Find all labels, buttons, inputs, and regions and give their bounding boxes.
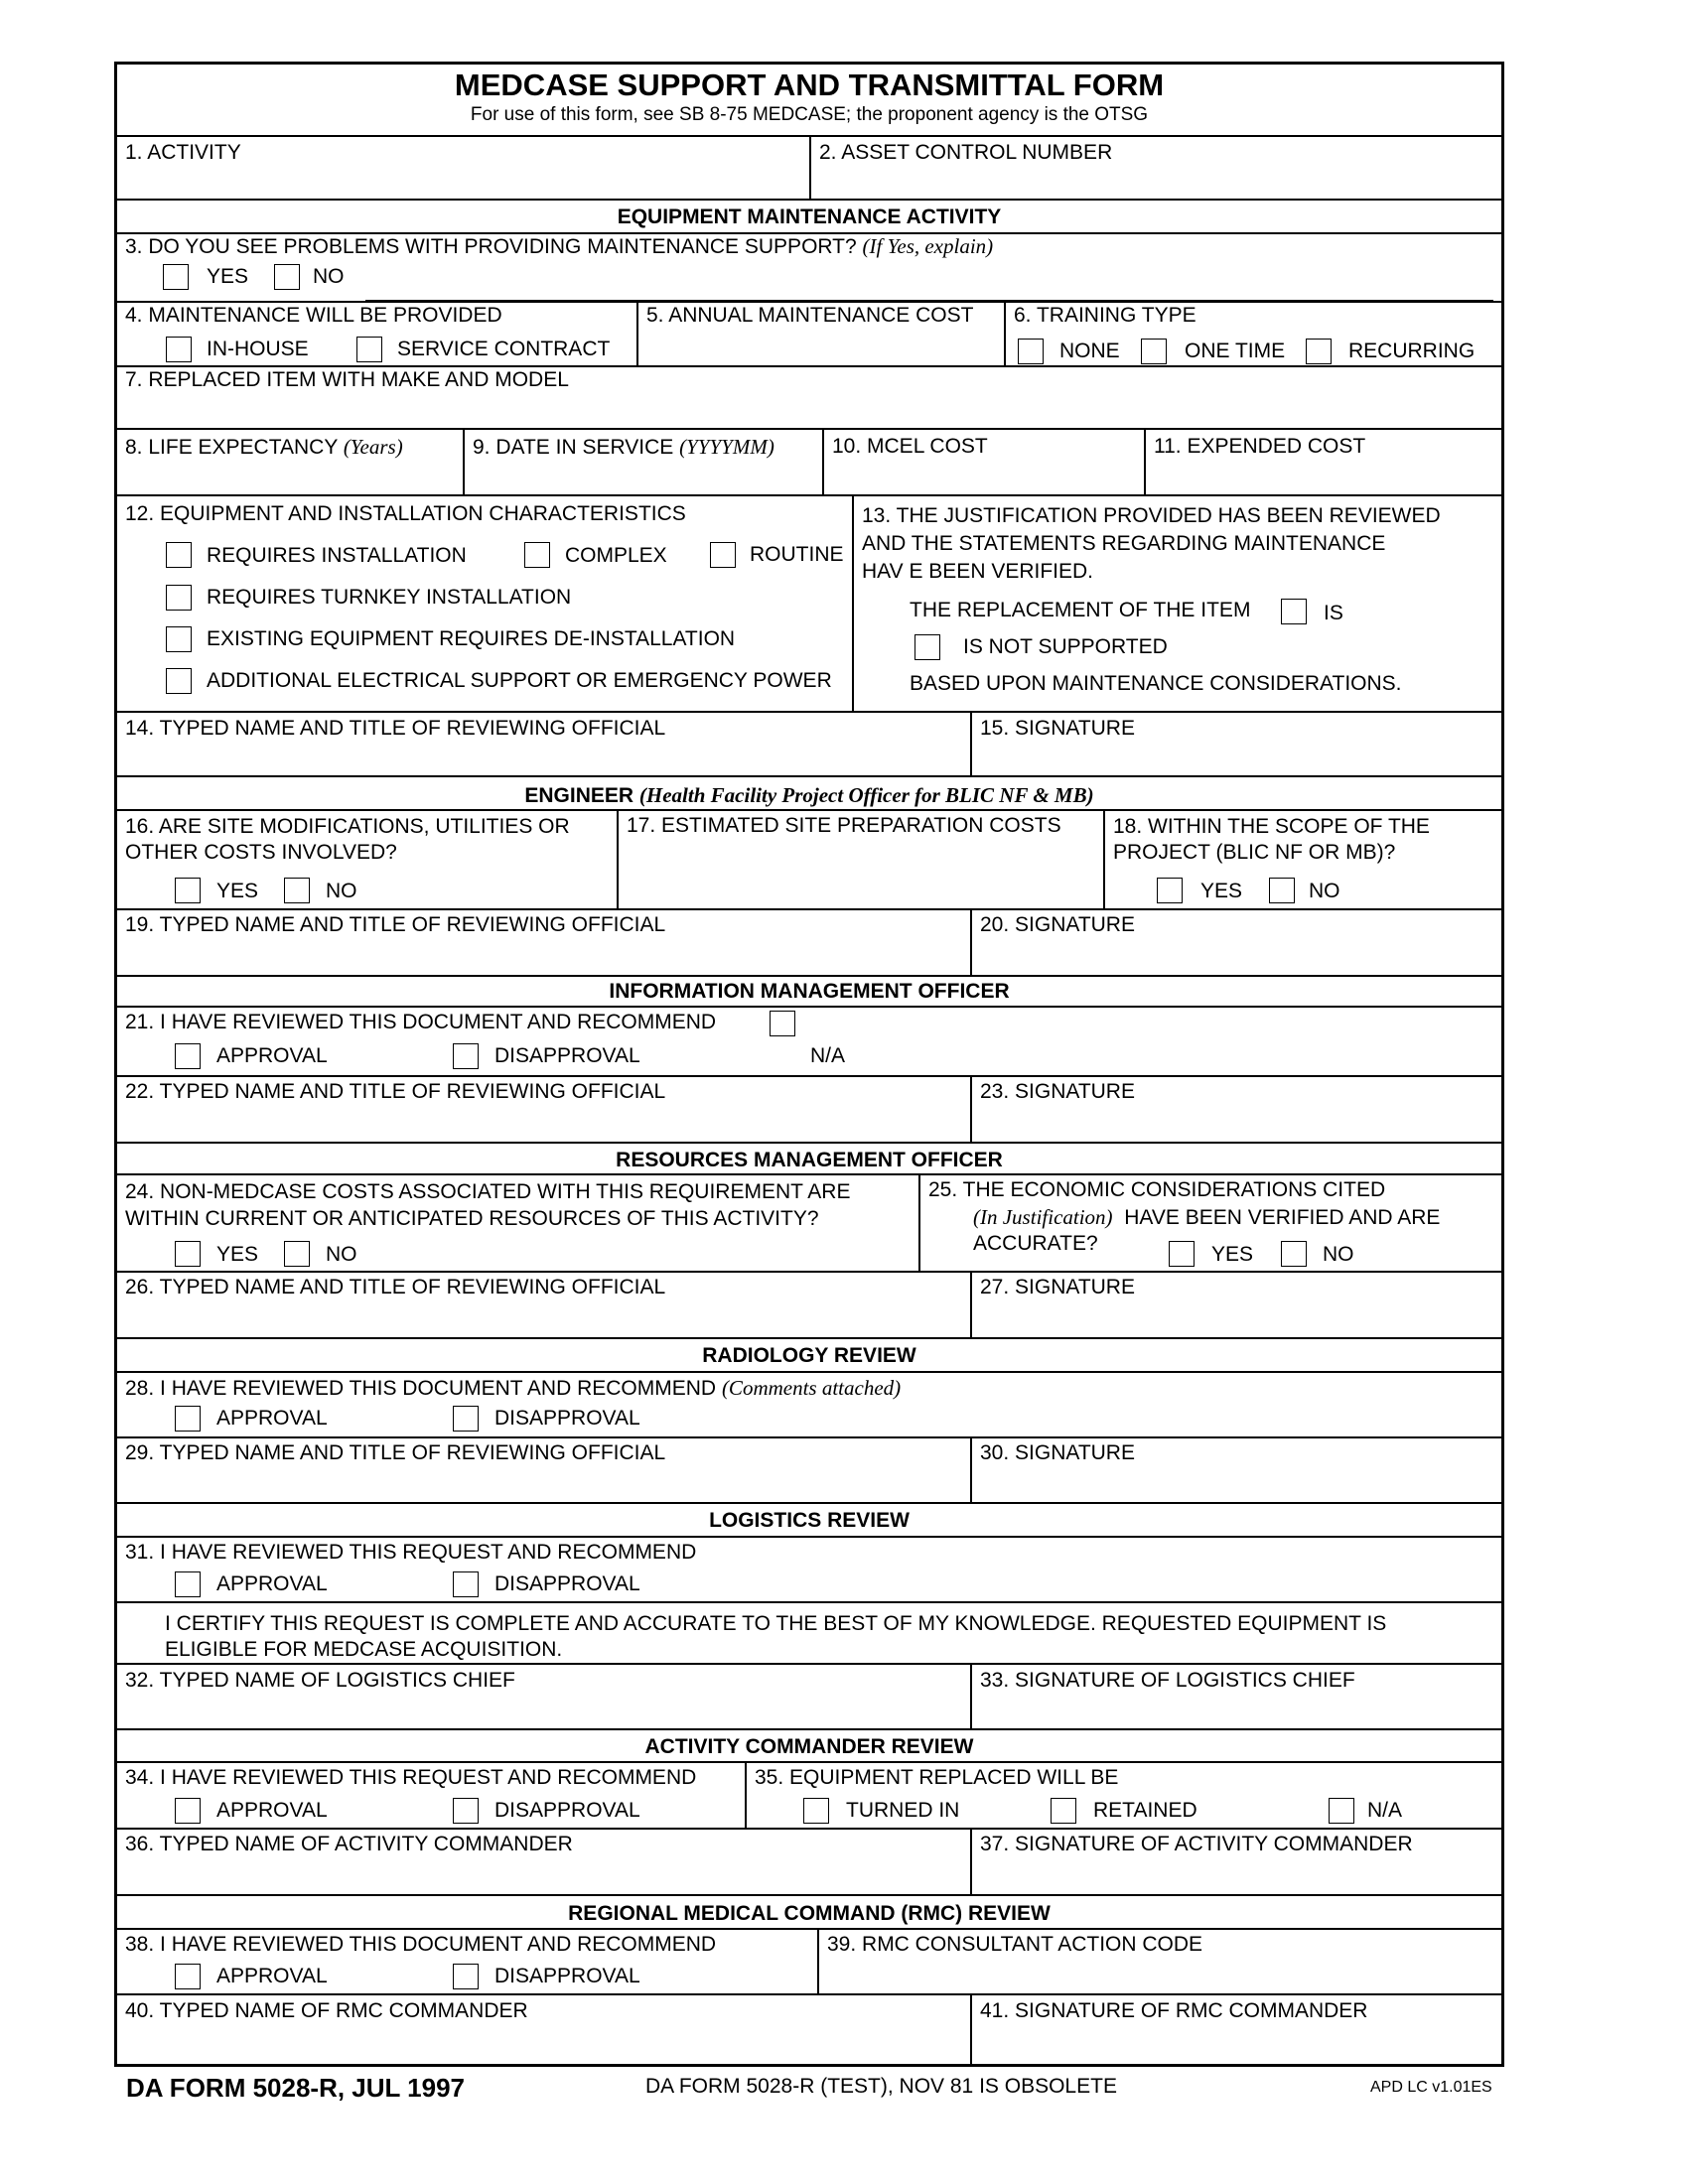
disapproval-label: DISAPPROVAL xyxy=(494,1572,640,1595)
routine-checkbox[interactable] xyxy=(710,542,736,568)
non-medcase-costs-field xyxy=(117,1175,918,1271)
no-label: NO xyxy=(313,265,345,288)
mcel-cost-label: 10. MCEL COST xyxy=(832,435,988,458)
activity-label: 1. ACTIVITY xyxy=(125,141,241,164)
additional-electrical-checkbox[interactable] xyxy=(166,668,192,694)
replacement-label: THE REPLACEMENT OF THE ITEM xyxy=(910,599,1251,621)
official-name-field-26[interactable] xyxy=(117,1273,970,1337)
row-logistics-chief xyxy=(117,1663,1501,1730)
approval-label: APPROVAL xyxy=(216,1572,328,1595)
equipment-characteristics-field xyxy=(117,496,852,711)
form-subtitle: For use of this form, see SB 8-75 MEDCASE; the proponent agency is the OTSG xyxy=(470,104,1149,125)
row-official-19 xyxy=(117,910,1501,977)
based-upon-label: BASED UPON MAINTENANCE CONSIDERATIONS. xyxy=(910,672,1402,695)
approval-label: APPROVAL xyxy=(216,1799,328,1822)
approval-label: APPROVAL xyxy=(216,1965,328,1987)
row-non-medcase-costs xyxy=(117,1175,1501,1273)
logistics-chief-signature-field[interactable] xyxy=(970,1665,1501,1728)
row-official-22 xyxy=(117,1077,1501,1144)
non-medcase-yes-checkbox[interactable] xyxy=(175,1241,201,1267)
form-header xyxy=(117,65,1501,137)
section-equipment-maintenance: EQUIPMENT MAINTENANCE ACTIVITY xyxy=(117,201,1501,234)
commander-recommend-field xyxy=(117,1763,745,1828)
scope-yes-checkbox[interactable] xyxy=(1157,878,1183,903)
commander-approval-checkbox[interactable] xyxy=(175,1798,201,1824)
justification-reviewed-label: 13. THE JUSTIFICATION PROVIDED HAS BEEN REVIEWED AND THE STATEMENTS REGARDING MAINTENANCE HAV E BEEN VERIFIED. xyxy=(862,504,1441,583)
accurate-label: ACCURATE? xyxy=(973,1232,1098,1255)
is-label: IS xyxy=(1324,602,1343,624)
replaced-item-label: 7. REPLACED ITEM WITH MAKE AND MODEL xyxy=(125,368,569,391)
row-life-expectancy xyxy=(117,430,1501,496)
row-maintenance-provided xyxy=(117,301,1501,367)
na-label: N/A xyxy=(810,1044,846,1067)
no-label: NO xyxy=(326,880,357,902)
disapproval-label: DISAPPROVAL xyxy=(494,1799,640,1822)
approval-label: APPROVAL xyxy=(216,1044,328,1067)
medcase-form xyxy=(114,62,1504,2067)
one-time-label: ONE TIME xyxy=(1185,340,1286,362)
yes-label: YES xyxy=(1200,880,1243,902)
existing-equipment-label: EXISTING EQUIPMENT REQUIRES DE-INSTALLATION xyxy=(207,627,736,650)
row-activity xyxy=(117,137,1501,201)
maintenance-provided-field xyxy=(117,303,636,365)
site-preparation-costs-field[interactable] xyxy=(617,811,1103,908)
logistics-recommend-label: 31. I HAVE REVIEWED THIS REQUEST AND RECOMMEND xyxy=(125,1541,697,1564)
yes-label: YES xyxy=(216,880,259,902)
yes-label: YES xyxy=(216,1243,259,1266)
economic-considerations-label: 25. THE ECONOMIC CONSIDERATIONS CITED xyxy=(928,1178,1386,1201)
training-recurring-checkbox[interactable] xyxy=(1306,339,1332,364)
scope-no-checkbox[interactable] xyxy=(1269,878,1295,903)
date-in-service-label: 9. DATE IN SERVICE (YYYYMM) xyxy=(473,435,774,459)
info-disapproval-checkbox[interactable] xyxy=(453,1043,479,1069)
signature-label-20: 20. SIGNATURE xyxy=(980,913,1135,936)
row-maintenance-problems xyxy=(117,234,1501,301)
activity-commander-name-field[interactable] xyxy=(117,1830,970,1894)
is-not-supported-label: IS NOT SUPPORTED xyxy=(963,635,1168,658)
signature-field-20[interactable] xyxy=(970,910,1501,975)
maintenance-provided-label: 4. MAINTENANCE WILL BE PROVIDED xyxy=(125,304,502,327)
activity-commander-signature-field[interactable] xyxy=(970,1830,1501,1894)
info-recommend-label: 21. I HAVE REVIEWED THIS DOCUMENT AND RECOMMEND xyxy=(125,1011,717,1033)
row-official-26 xyxy=(117,1273,1501,1339)
in-house-checkbox[interactable] xyxy=(166,337,192,362)
row-rmc-recommend xyxy=(117,1930,1501,1995)
life-expectancy-label: 8. LIFE EXPECTANCY (Years) xyxy=(125,435,403,459)
requires-installation-label: REQUIRES INSTALLATION xyxy=(207,544,467,567)
section-engineer: ENGINEER (Health Facility Project Officer for BLIC NF & MB) xyxy=(117,777,1501,811)
official-name-label-29: 29. TYPED NAME AND TITLE OF REVIEWING OFFICIAL xyxy=(125,1441,666,1464)
activity-commander-signature-label: 37. SIGNATURE OF ACTIVITY COMMANDER xyxy=(980,1833,1413,1855)
certify-statement: I CERTIFY THIS REQUEST IS COMPLETE AND ACCURATE TO THE BEST OF MY KNOWLEDGE. REQUESTED EQUIPMENT IS ELIGIBLE FOR MEDCASE ACQUISITION. xyxy=(165,1612,1387,1661)
commander-recommend-label: 34. I HAVE REVIEWED THIS REQUEST AND RECOMMEND xyxy=(125,1766,697,1789)
activity-field[interactable] xyxy=(117,137,809,199)
disapproval-label: DISAPPROVAL xyxy=(494,1407,640,1430)
expended-cost-field[interactable] xyxy=(1144,430,1501,494)
asset-control-number-label: 2. ASSET CONTROL NUMBER xyxy=(819,141,1113,164)
complex-checkbox[interactable] xyxy=(524,542,550,568)
section-rmc-review: REGIONAL MEDICAL COMMAND (RMC) REVIEW xyxy=(117,1896,1501,1930)
info-approval-checkbox[interactable] xyxy=(175,1043,201,1069)
disapproval-label: DISAPPROVAL xyxy=(494,1044,640,1067)
life-expectancy-field[interactable] xyxy=(117,430,463,494)
section-resources-management: RESOURCES MANAGEMENT OFFICER xyxy=(117,1144,1501,1175)
signature-field-23[interactable] xyxy=(970,1077,1501,1142)
equipment-na-checkbox[interactable] xyxy=(1329,1798,1354,1824)
section-information-management: INFORMATION MANAGEMENT OFFICER xyxy=(117,977,1501,1008)
retained-checkbox[interactable] xyxy=(1051,1798,1076,1824)
activity-commander-name-label: 36. TYPED NAME OF ACTIVITY COMMANDER xyxy=(125,1833,573,1855)
annual-maintenance-cost-label: 5. ANNUAL MAINTENANCE COST xyxy=(646,304,974,327)
logistics-chief-name-field[interactable] xyxy=(117,1665,970,1728)
maintenance-problems-no-checkbox[interactable] xyxy=(274,264,300,290)
maintenance-problems-label: 3. DO YOU SEE PROBLEMS WITH PROVIDING MAINTENANCE SUPPORT? (If Yes, explain) xyxy=(125,234,994,258)
replaced-item-field[interactable] xyxy=(117,367,1501,430)
turned-in-checkbox[interactable] xyxy=(803,1798,829,1824)
site-modifications-field xyxy=(117,811,617,908)
commander-disapproval-checkbox[interactable] xyxy=(453,1798,479,1824)
additional-electrical-label: ADDITIONAL ELECTRICAL SUPPORT OR EMERGENCY POWER xyxy=(207,669,832,692)
official-name-label-19: 19. TYPED NAME AND TITLE OF REVIEWING OFFICIAL xyxy=(125,913,666,936)
radiology-approval-checkbox[interactable] xyxy=(175,1406,201,1432)
rmc-commander-signature-label: 41. SIGNATURE OF RMC COMMANDER xyxy=(980,1999,1368,2022)
scope-of-project-field xyxy=(1103,811,1501,908)
equipment-replaced-label: 35. EQUIPMENT REPLACED WILL BE xyxy=(755,1766,1119,1789)
rmc-commander-name-field[interactable] xyxy=(117,1995,970,2064)
rmc-commander-signature-field[interactable] xyxy=(970,1995,1501,2064)
site-modifications-label: 16. ARE SITE MODIFICATIONS, UTILITIES OR OTHER COSTS INVOLVED? xyxy=(125,815,570,864)
rmc-disapproval-checkbox[interactable] xyxy=(453,1964,479,1989)
site-preparation-costs-label: 17. ESTIMATED SITE PREPARATION COSTS xyxy=(627,814,1061,837)
rmc-commander-name-label: 40. TYPED NAME OF RMC COMMANDER xyxy=(125,1999,528,2022)
official-name-field-22[interactable] xyxy=(117,1077,970,1142)
rmc-approval-checkbox[interactable] xyxy=(175,1964,201,1989)
site-modifications-yes-checkbox[interactable] xyxy=(175,878,201,903)
is-not-supported-checkbox[interactable] xyxy=(914,634,940,660)
routine-label: ROUTINE xyxy=(750,543,844,566)
row-activity-commander xyxy=(117,1830,1501,1896)
retained-label: RETAINED xyxy=(1093,1799,1197,1822)
site-modifications-no-checkbox[interactable] xyxy=(284,878,310,903)
row-official-14 xyxy=(117,713,1501,777)
service-contract-checkbox[interactable] xyxy=(356,337,382,362)
signature-label-27: 27. SIGNATURE xyxy=(980,1276,1135,1298)
official-name-field-29[interactable] xyxy=(117,1438,970,1502)
info-recommend-checkbox[interactable] xyxy=(770,1011,795,1036)
footer-form-number: DA FORM 5028-R, JUL 1997 xyxy=(126,2073,466,2103)
row-commander-recommend xyxy=(117,1763,1501,1830)
requires-installation-checkbox[interactable] xyxy=(166,542,192,568)
requires-turnkey-label: REQUIRES TURNKEY INSTALLATION xyxy=(207,586,572,609)
expended-cost-label: 11. EXPENDED COST xyxy=(1154,435,1366,458)
footer-obsolete-notice: DA FORM 5028-R (TEST), NOV 81 IS OBSOLETE xyxy=(645,2075,1117,2098)
no-label: NO xyxy=(1309,880,1340,902)
equipment-characteristics-label: 12. EQUIPMENT AND INSTALLATION CHARACTERISTICS xyxy=(125,502,686,525)
section-activity-commander-review: ACTIVITY COMMANDER REVIEW xyxy=(117,1730,1501,1763)
service-contract-label: SERVICE CONTRACT xyxy=(397,338,611,360)
official-name-field-14[interactable] xyxy=(117,713,970,775)
training-type-field xyxy=(1004,303,1501,365)
non-medcase-no-checkbox[interactable] xyxy=(284,1241,310,1267)
approval-label: APPROVAL xyxy=(216,1407,328,1430)
official-name-label-26: 26. TYPED NAME AND TITLE OF REVIEWING OFFICIAL xyxy=(125,1276,666,1298)
no-label: NO xyxy=(1323,1243,1354,1266)
yes-label: YES xyxy=(207,265,249,288)
existing-equipment-checkbox[interactable] xyxy=(166,626,192,652)
complex-label: COMPLEX xyxy=(565,544,667,567)
economic-considerations-note: (In Justification) HAVE BEEN VERIFIED AND ARE xyxy=(973,1205,1441,1229)
none-label: NONE xyxy=(1059,340,1120,362)
non-medcase-costs-label: 24. NON-MEDCASE COSTS ASSOCIATED WITH THIS REQUIREMENT ARE WITHIN CURRENT OR ANTICIPATED RESOURCES OF THIS ACTIVITY? xyxy=(125,1180,851,1230)
rmc-recommend-label: 38. I HAVE REVIEWED THIS DOCUMENT AND RECOMMEND xyxy=(125,1933,717,1956)
yes-label: YES xyxy=(1211,1243,1254,1266)
logistics-disapproval-checkbox[interactable] xyxy=(453,1571,479,1597)
row-certify xyxy=(117,1603,1501,1663)
logistics-chief-name-label: 32. TYPED NAME OF LOGISTICS CHIEF xyxy=(125,1669,515,1692)
radiology-disapproval-checkbox[interactable] xyxy=(453,1406,479,1432)
training-type-label: 6. TRAINING TYPE xyxy=(1014,304,1196,327)
rmc-action-code-label: 39. RMC CONSULTANT ACTION CODE xyxy=(827,1933,1203,1956)
scope-of-project-label: 18. WITHIN THE SCOPE OF THE PROJECT (BLIC NF OR MB)? xyxy=(1113,815,1430,864)
row-rmc-commander xyxy=(117,1995,1501,2064)
footer-version: APD LC v1.01ES xyxy=(1370,2079,1492,2096)
annual-maintenance-cost-field[interactable] xyxy=(636,303,1004,365)
row-site-modifications xyxy=(117,811,1501,910)
official-name-label-14: 14. TYPED NAME AND TITLE OF REVIEWING OFFICIAL xyxy=(125,717,666,740)
economic-yes-checkbox[interactable] xyxy=(1169,1241,1195,1267)
recurring-label: RECURRING xyxy=(1348,340,1476,362)
mcel-cost-field[interactable] xyxy=(822,430,1144,494)
official-name-field-19[interactable] xyxy=(117,910,970,975)
signature-field-27[interactable] xyxy=(970,1273,1501,1337)
logistics-approval-checkbox[interactable] xyxy=(175,1571,201,1597)
economic-considerations-field xyxy=(918,1175,1501,1271)
signature-label-15: 15. SIGNATURE xyxy=(980,717,1135,740)
turned-in-label: TURNED IN xyxy=(846,1799,960,1822)
maintenance-problems-yes-checkbox[interactable] xyxy=(163,264,189,290)
signature-field-30[interactable] xyxy=(970,1438,1501,1502)
training-none-checkbox[interactable] xyxy=(1018,339,1044,364)
row-equipment-characteristics xyxy=(117,496,1501,713)
asset-control-number-field[interactable] xyxy=(809,137,1501,199)
section-radiology-review: RADIOLOGY REVIEW xyxy=(117,1339,1501,1373)
rmc-action-code-field[interactable] xyxy=(817,1930,1501,1993)
logistics-chief-signature-label: 33. SIGNATURE OF LOGISTICS CHIEF xyxy=(980,1669,1355,1692)
signature-label-23: 23. SIGNATURE xyxy=(980,1080,1135,1103)
row-info-recommend xyxy=(117,1008,1501,1077)
training-one-time-checkbox[interactable] xyxy=(1141,339,1167,364)
economic-no-checkbox[interactable] xyxy=(1281,1241,1307,1267)
date-in-service-field[interactable] xyxy=(463,430,822,494)
radiology-recommend-label: 28. I HAVE REVIEWED THIS DOCUMENT AND RECOMMEND (Comments attached) xyxy=(125,1376,902,1400)
row-radiology-recommend xyxy=(117,1373,1501,1438)
in-house-label: IN-HOUSE xyxy=(207,338,309,360)
requires-turnkey-checkbox[interactable] xyxy=(166,585,192,611)
rmc-recommend-field xyxy=(117,1930,817,1993)
disapproval-label: DISAPPROVAL xyxy=(494,1965,640,1987)
official-name-label-22: 22. TYPED NAME AND TITLE OF REVIEWING OFFICIAL xyxy=(125,1080,666,1103)
row-logistics-recommend xyxy=(117,1538,1501,1603)
is-supported-checkbox[interactable] xyxy=(1281,599,1307,624)
equipment-replaced-field xyxy=(745,1763,1501,1828)
section-logistics-review: LOGISTICS REVIEW xyxy=(117,1504,1501,1538)
na-label: N/A xyxy=(1367,1799,1403,1822)
signature-field-15[interactable] xyxy=(970,713,1501,775)
justification-reviewed-field xyxy=(852,496,1501,711)
no-label: NO xyxy=(326,1243,357,1266)
signature-label-30: 30. SIGNATURE xyxy=(980,1441,1135,1464)
row-official-29 xyxy=(117,1438,1501,1504)
form-title: MEDCASE SUPPORT AND TRANSMITTAL FORM xyxy=(454,68,1165,102)
